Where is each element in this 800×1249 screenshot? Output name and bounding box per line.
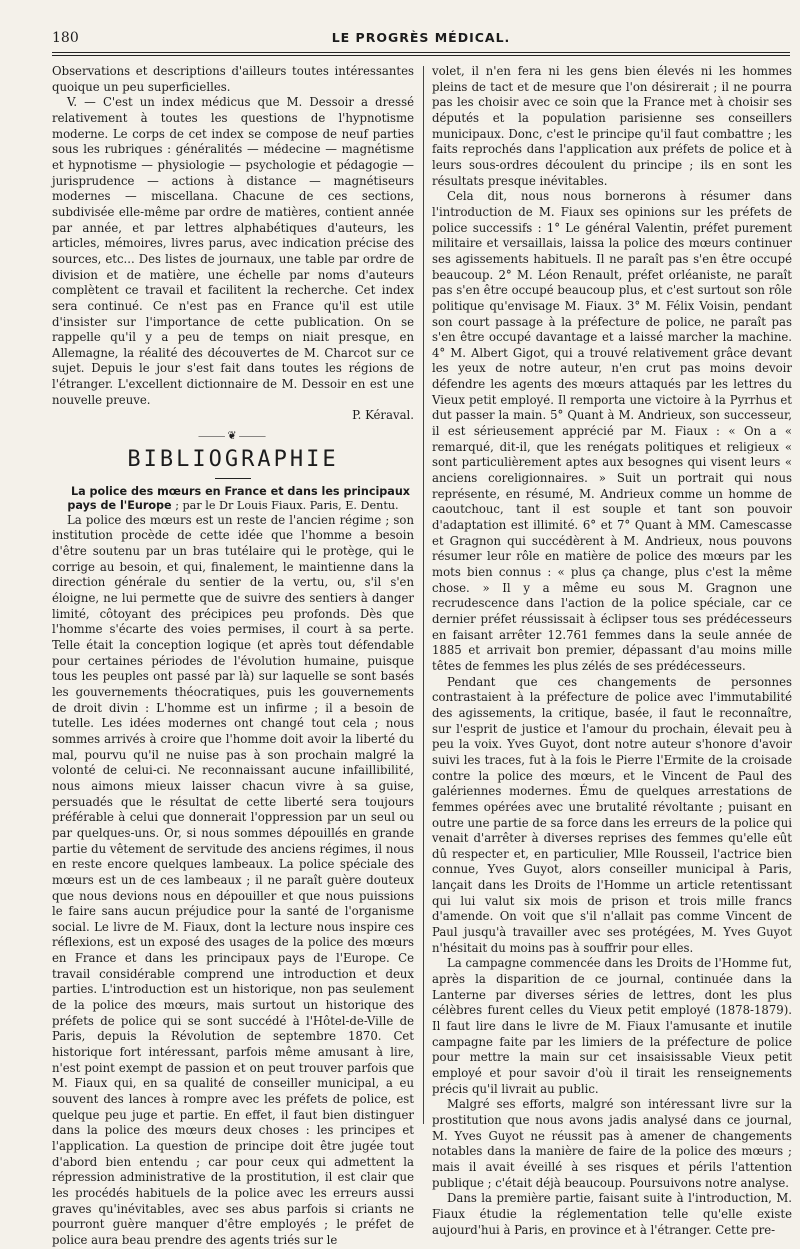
journal-title: LE PROGRÈS MÉDICAL. xyxy=(331,30,511,45)
section-rule xyxy=(215,478,251,479)
paragraph: V. — C'est un index médicus que M. Dessoir a dressé relativement à toutes les questions de l'hypnotisme moderne. Le corps de cet index se compose de neuf parties sous les rubriques : généralités — médecine — magnétisme et hypnotisme — physiologie — psychologie et pédagogie — jurisprudence — actions à distance — magnétiseurs modernes — miscellana. Chacune de ces sections, subdivisée elle-même par ordre de matières, contient année par année, et par lettres alphabétiques d'auteurs, les articles, mémoires, livres parus, avec indication précise des sources, etc... Des listes de journaux, une table par ordre de division et de matière, une échelle par noms d'auteurs complètent ce travail et facilitent la recherche. Cet index sera continué. Ce n'est pas en France qu'il est utile d'insister sur l'importance de cette publication. On se rappelle qu'il y a peu de temps on niait presque, en Allemagne, la réalité des découvertes de M. Charcot sur ce sujet. Depuis le jour s'est fait dans toutes les régions de l'étranger. L'excellent dictionnaire de M. Dessoir en est une nouvelle preuve. xyxy=(52,95,414,407)
book-title-line xyxy=(52,485,414,513)
header-rule-double xyxy=(52,55,790,56)
paragraph: La police des mœurs est un reste de l'ancien régime ; son institution procède de cette idée que l'homme a besoin d'être soutenu par un bras tutélaire qui le protège, qui le corrige au besoin, et qui, finalement, le maintienne dans la direction générale du sentier de la vertu, ou, s'il s'en éloigne, ne lui permette que de suivre des sentiers à danger limité, côtoyant des précipices peu profonds. Dès que l'homme s'écarte des voies permises, il court à sa perte. Telle était la conception logique (et après tout défendable pour certaines périodes de l'évolution humaine, puisque tous les peuples ont passé par là) sur laquelle se sont basés les gouvernements théocratiques, puis les gouvernements de droit divin : L'homme est un infirme ; il a besoin de tutelle. Les idées modernes ont changé tout cela ; nous sommes arrivés à croire que l'homme doit avoir la liberté du mal, pourvu qu'il ne nuise pas à son prochain malgré la volonté de celui-ci. Ne reconnaissant aucune infaillibilité, nous aimons mieux laisser chacun vivre à sa guise, persuadés que le résultat de cette liberté sera toujours préférable à celui que donnerait l'oppression par un seul ou par quelques-uns. Or, si nous sommes dépouillés en grande partie du vêtement de servitude des anciens régimes, il nous en reste encore quelques lambeaux. La police spéciale des mœurs est un de ces lambeaux ; il ne paraît guère douteux que nous devions nous en dépouiller et que nous puissions le faire sans aucun préjudice pour la santé de l'organisme social. Le livre de M. Fiaux, dont la lecture nous inspire ces réflexions, est un exposé des usages de la police des mœurs en France et dans les principaux pays de l'Europe. Ce travail considérable comprend une introduction et deux parties. L'introduction est un historique, non pas seulement de la police des mœurs, mais surtout un historique des préfets de police qui se sont succédé à l'Hôtel-de-Ville de Paris, depuis la Révolution de septembre 1870. Cet historique fort intéressant, parfois même amusant à lire, n'est point exempt de passion et on peut trouver parfois que M. Fiaux qui, en sa qualité de conseiller municipal, a eu souvent des lances à rompre avec les préfets de police, est quelque peu juge et partie. En effet, il faut bien distinguer dans la police des mœurs deux choses : les principes et l'application. La question de principe doit être jugée tout d'abord bien entendu ; car pour ceux qui admettent la répression administrative de la prostitution, il est clair que les procédés habituels de la police avec les erreurs aussi graves qu'inévitables, avec ses abus parfois si criants ne pourront guère manquer d'être employés ; le préfet de police aura beau prendre des agents triés sur le xyxy=(52,512,414,1247)
paragraph: La campagne commencée dans les Droits de l'Homme fut, après la disparition de ce journal, continuée dans la Lanterne par diverses séries de lettres, dont les plus célèbres furent celles du Vieux petit employé (1878-1879). Il faut lire dans le livre de M. Fiaux l'amusante et inutile campagne faite par les limiers de la préfecture de police pour mettre la main sur cet insaisissable Vieux petit employé et pour savoir d'où il tirait les renseignements précis qu'il livrait au public. xyxy=(432,956,792,1096)
book-title: La police des mœurs en France et dans les principaux pays de l'Europe xyxy=(67,484,411,512)
header-rule xyxy=(52,52,790,53)
section-ornament: ⸻❦⸻ xyxy=(197,429,269,443)
paragraph: volet, il n'en fera ni les gens bien élevés ni les hommes pleins de tact et de mesure que l'on désirerait ; il ne pourra pas les choisir avec ce soin que la France met à choisir ses députés et la population parisienne ses conseillers municipaux. Donc, c'est le principe qu'il faut combattre ; les faits reprochés dans l'application aux préfets de police et à leurs sous-ordres découlent du principe ; ils en sont les résultats presque inévitables. xyxy=(432,64,792,188)
section-title: BIBLIOGRAPHIE xyxy=(127,446,339,472)
right-column xyxy=(432,64,792,1238)
column-divider xyxy=(423,66,424,1124)
book-byline: ; par le Dr Louis Fiaux. Paris, E. Dentu. xyxy=(171,498,399,512)
signature: P. Kéraval. xyxy=(352,408,414,423)
page-number: 180 xyxy=(52,30,79,46)
paragraph: Pendant que ces changements de personnes contrastaient à la préfecture de police avec l'immutabilité des agissements, la critique, basée, il faut le reconnaître, sur l'esprit de justice et l'amour du prochain, élevait peu à peu la voix. Yves Guyot, dont notre auteur s'honore d'avoir suivi les traces, fut à la fois le Pierre l'Ermite de la croisade contre la police des mœurs, et le Vincent de Paul des galériennes modernes. Ému de quelques arrestations de femmes opérées avec une brutalité révoltante ; puisant en outre une partie de sa force dans les erreurs de la police qui venait d'arrêter à diverses reprises des femmes qu'elle eût dû respecter et, en particulier, Mlle Rousseil, l'actrice bien connue, Yves Guyot, alors conseiller municipal à Paris, lançait dans les Droits de l'Homme un article retentissant qui lui valut six mois de prison et trois mille francs d'amende. On voit que s'il n'allait pas comme Vincent de Paul jusqu'à travailler avec ses protégées, M. Yves Guyot n'hésitait du moins pas à souffrir pour elles. xyxy=(432,674,792,955)
page-header xyxy=(52,30,790,52)
paragraph: Dans la première partie, faisant suite à l'introduction, M. Fiaux étudie la réglementation telle qu'elle existe aujourd'hui à Paris, en province et à l'étranger. Cette pre- xyxy=(432,1191,792,1237)
paragraph: Observations et descriptions d'ailleurs toutes intéressantes quoique un peu superficielles. xyxy=(52,64,414,94)
paragraph: Malgré ses efforts, malgré son intéressant livre sur la prostitution que nous avons jadis analysé dans ce journal, M. Yves Guyot ne réussit pas à amener de changements notables dans la manière de faire de la police des mœurs ; mais il avait éveillé à ses risques et périls l'attention publique ; c'était déjà beaucoup. Poursuivons notre analyse. xyxy=(432,1097,792,1190)
paragraph: Cela dit, nous nous bornerons à résumer dans l'introduction de M. Fiaux ses opinions sur les préfets de police successifs : 1° Le général Valentin, préfet purement militaire et versaillais, laissa la police des mœurs continuer ses agissements habituels. Il ne paraît pas s'en être occupé beaucoup. 2° M. Léon Renault, préfet orléaniste, ne paraît pas s'en être occupé beaucoup plus, et c'est surtout son rôle politique qu'envisage M. Fiaux. 3° M. Félix Voisin, pendant son court passage à la préfecture de police, ne paraît pas s'en être occupé davantage et a laissé marcher la machine. 4° M. Albert Gigot, qui a trouvé relativement grâce devant les yeux de notre auteur, n'en crut pas moins devoir défendre les agents des mœurs attaqués par les lettres du Vieux petit employé. Il remporta une victoire à la Pyrrhus et dut passer la main. 5° Quant à M. Andrieux, son successeur, il est sérieusement apprécié par M. Fiaux : « On a « remarqué, dit-il, que les renégats politiques et religieux « sont particulièrement aptes aux besognes qui visent leurs « anciens coreligionnaires. » Suit un portrait qui nous représente, en résumé, M. Andrieux comme un homme de caoutchouc, tant il est souple et tant son pouvoir d'adaptation est illimité. 6° et 7° Quant à MM. Camescasse et Gragnon qui succédèrent à M. Andrieux, nous pouvons résumer leur rôle en matière de police des mœurs par les mots bien connus : « plus ça change, plus c'est la même chose. » Il y a même eu sous M. Gragnon une recrudescence dans l'action de la police spéciale, car ce dernier préfet réussissait à éclipser tous ses prédécesseurs en faisant arrêter 12.761 femmes dans la seule année de 1885 et arrivait bon premier, dépassant d'au moins mille têtes de femmes les plus zélés de ses prédécesseurs. xyxy=(432,189,792,673)
left-column xyxy=(52,64,414,1249)
